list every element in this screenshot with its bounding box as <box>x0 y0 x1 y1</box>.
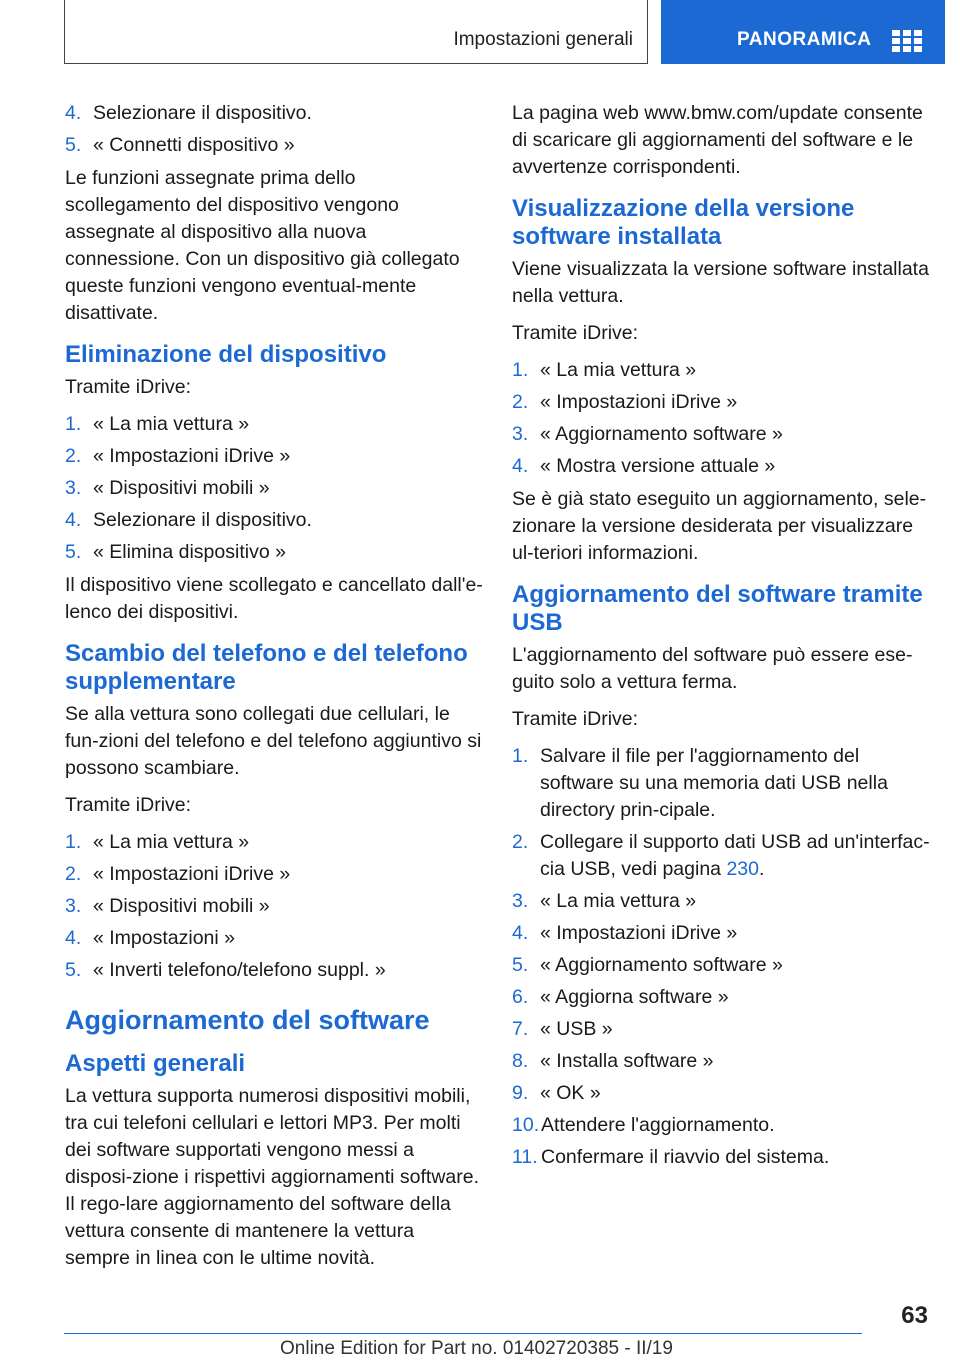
step-text: « OK » <box>540 1082 601 1104</box>
step-text: Selezionare il dispositivo. <box>93 102 312 124</box>
list-item <box>512 920 932 947</box>
steps-usb <box>512 743 932 1171</box>
grid-icon <box>892 30 922 52</box>
list-item <box>65 925 483 952</box>
list-item <box>65 411 483 438</box>
step-number: 5. <box>65 959 82 981</box>
paragraph: Le funzioni assegnate prima dello scollegamento del dispositivo vengono assegnate al dispositivo alla nuova connessione. Con un dispositivo già collegato queste funzioni vengono eventual-mente disattivate. <box>65 167 460 324</box>
step-text: « Impostazioni iDrive » <box>93 445 291 467</box>
step-number: 5. <box>65 134 82 156</box>
step-text: « La mia vettura » <box>93 413 250 435</box>
list-item <box>65 957 483 984</box>
step-text: « Installa software » <box>540 1050 714 1072</box>
step-number: 4. <box>65 102 82 124</box>
step-number: 6. <box>512 986 529 1008</box>
step-number: 4. <box>512 922 529 944</box>
list-item <box>65 861 483 888</box>
step-text: « Aggiornamento software » <box>540 954 783 976</box>
list-item <box>512 829 932 883</box>
list-item <box>512 888 932 915</box>
via-idrive-label: Tramite iDrive: <box>65 376 192 398</box>
list-item <box>65 100 483 127</box>
step-number: 1. <box>65 831 82 853</box>
list-item <box>512 1112 932 1139</box>
step-number: 4. <box>512 455 529 477</box>
steps-version <box>512 357 932 480</box>
list-item <box>65 893 483 920</box>
step-number: 2. <box>512 831 529 853</box>
step-text: Selezionare il dispositivo. <box>93 509 312 531</box>
step-number: 11. <box>512 1146 538 1168</box>
page-number: 63 <box>901 1302 928 1329</box>
paragraph: La pagina web www.bmw.com/update consente di scaricare gli aggiornamenti del software e le avvertenze corrispondenti. <box>512 102 923 178</box>
list-item <box>65 132 483 159</box>
right-column <box>512 100 932 1177</box>
step-text: « Connetti dispositivo » <box>93 134 295 156</box>
list-item <box>65 443 483 470</box>
step-text: « Impostazioni iDrive » <box>540 391 738 413</box>
step-number: 8. <box>512 1050 529 1072</box>
step-number: 1. <box>65 413 82 435</box>
paragraph: Se è già stato eseguito un aggiornamento, sele-zionare la versione desiderata per visualizzare ul-teriori informazioni. <box>512 488 927 564</box>
step-text: « USB » <box>540 1018 613 1040</box>
paragraph: L'aggiornamento del software può essere ese-guito solo a vettura ferma. <box>512 644 913 693</box>
list-item <box>512 984 932 1011</box>
step-text: « La mia vettura » <box>93 831 250 853</box>
step-number: 7. <box>512 1018 529 1040</box>
heading-software-update: Aggiornamento del software <box>65 1005 430 1035</box>
list-item <box>512 421 932 448</box>
heading-usb-update: Aggiornamento del software tramite USB <box>512 581 923 636</box>
via-idrive-label: Tramite iDrive: <box>65 794 192 816</box>
steps-delete <box>65 411 483 566</box>
step-number: 1. <box>512 359 529 381</box>
panorama-label: PANORAMICA <box>737 29 872 50</box>
list-item <box>65 539 483 566</box>
step-number: 10. <box>512 1114 540 1136</box>
step-number: 3. <box>512 890 529 912</box>
step-text <box>540 829 932 883</box>
list-item <box>65 829 483 856</box>
step-text: « Elimina dispositivo » <box>93 541 286 563</box>
list-item <box>65 475 483 502</box>
step-number: 3. <box>65 477 82 499</box>
step-number: 4. <box>65 927 82 949</box>
step-text: « Aggiorna software » <box>540 986 729 1008</box>
step-number: 2. <box>65 445 82 467</box>
step-text-part: . <box>759 858 765 880</box>
via-idrive-label: Tramite iDrive: <box>512 708 639 730</box>
list-item <box>512 1016 932 1043</box>
heading-general-aspects: Aspetti generali <box>65 1050 246 1077</box>
step-text: Attendere l'aggiornamento. <box>541 1114 775 1136</box>
heading-delete-device: Eliminazione del dispositivo <box>65 341 387 368</box>
steps-swap <box>65 829 483 984</box>
step-text: « Dispositivi mobili » <box>93 477 270 499</box>
step-text: « Dispositivi mobili » <box>93 895 270 917</box>
heading-swap-phone: Scambio del telefono e del telefono supplementare <box>65 640 468 695</box>
step-number: 5. <box>65 541 82 563</box>
paragraph: Se alla vettura sono collegati due cellulari, le fun-zioni del telefono e del telefono aggiuntivo si possono scambiare. <box>65 703 482 779</box>
step-text-part: Collegare il supporto dati USB ad un'interfac-cia USB, vedi pagina <box>540 831 930 880</box>
step-text: « Impostazioni iDrive » <box>93 863 291 885</box>
via-idrive-label: Tramite iDrive: <box>512 322 639 344</box>
step-number: 1. <box>512 745 529 767</box>
list-item <box>512 1144 932 1171</box>
step-number: 4. <box>65 509 82 531</box>
step-number: 5. <box>512 954 529 976</box>
list-item <box>512 743 932 824</box>
list-item <box>512 952 932 979</box>
step-text: « La mia vettura » <box>540 890 697 912</box>
step-text: « Impostazioni » <box>93 927 235 949</box>
footer-edition: Online Edition for Part no. 01402720385 - II/19 <box>280 1338 673 1359</box>
left-column <box>65 100 483 1282</box>
list-item <box>512 389 932 416</box>
section-title: Impostazioni generali <box>453 29 633 50</box>
paragraph: Il dispositivo viene scollegato e cancellato dall'e-lenco dei dispositivi. <box>65 574 483 623</box>
step-number: 9. <box>512 1082 529 1104</box>
page-link[interactable]: 230 <box>726 858 759 880</box>
list-item <box>65 507 483 534</box>
step-number: 2. <box>512 391 529 413</box>
list-item <box>512 453 932 480</box>
step-number: 2. <box>65 863 82 885</box>
step-text: « Mostra versione attuale » <box>540 455 776 477</box>
step-text: « Aggiornamento software » <box>540 423 783 445</box>
list-item <box>512 1080 932 1107</box>
step-number: 3. <box>65 895 82 917</box>
step-text: « La mia vettura » <box>540 359 697 381</box>
panorama-button[interactable] <box>661 0 945 64</box>
list-item <box>512 357 932 384</box>
steps-connect <box>65 100 483 159</box>
list-item <box>512 1048 932 1075</box>
step-text: Confermare il riavvio del sistema. <box>541 1146 830 1168</box>
header-section-box <box>64 0 648 64</box>
paragraph: La vettura supporta numerosi dispositivi mobili, tra cui telefoni cellulari e lettori MP3. Per molti dei software supportati vengono messi a disposi-zione i rispettivi aggiornamenti software. Il rego-lare aggiornamento del software della vettura consente di mantenere la vettura sempre in linea con le ultime novità. <box>65 1085 480 1269</box>
step-text: Salvare il file per l'aggiornamento del software su una memoria dati USB nella directory prin-cipale. <box>540 745 888 821</box>
heading-show-version: Visualizzazione della versione software installata <box>512 195 855 250</box>
footer-divider <box>64 1333 862 1334</box>
step-text: « Inverti telefono/telefono suppl. » <box>93 959 386 981</box>
step-text: « Impostazioni iDrive » <box>540 922 738 944</box>
paragraph: Viene visualizzata la versione software installata nella vettura. <box>512 258 929 307</box>
step-number: 3. <box>512 423 529 445</box>
